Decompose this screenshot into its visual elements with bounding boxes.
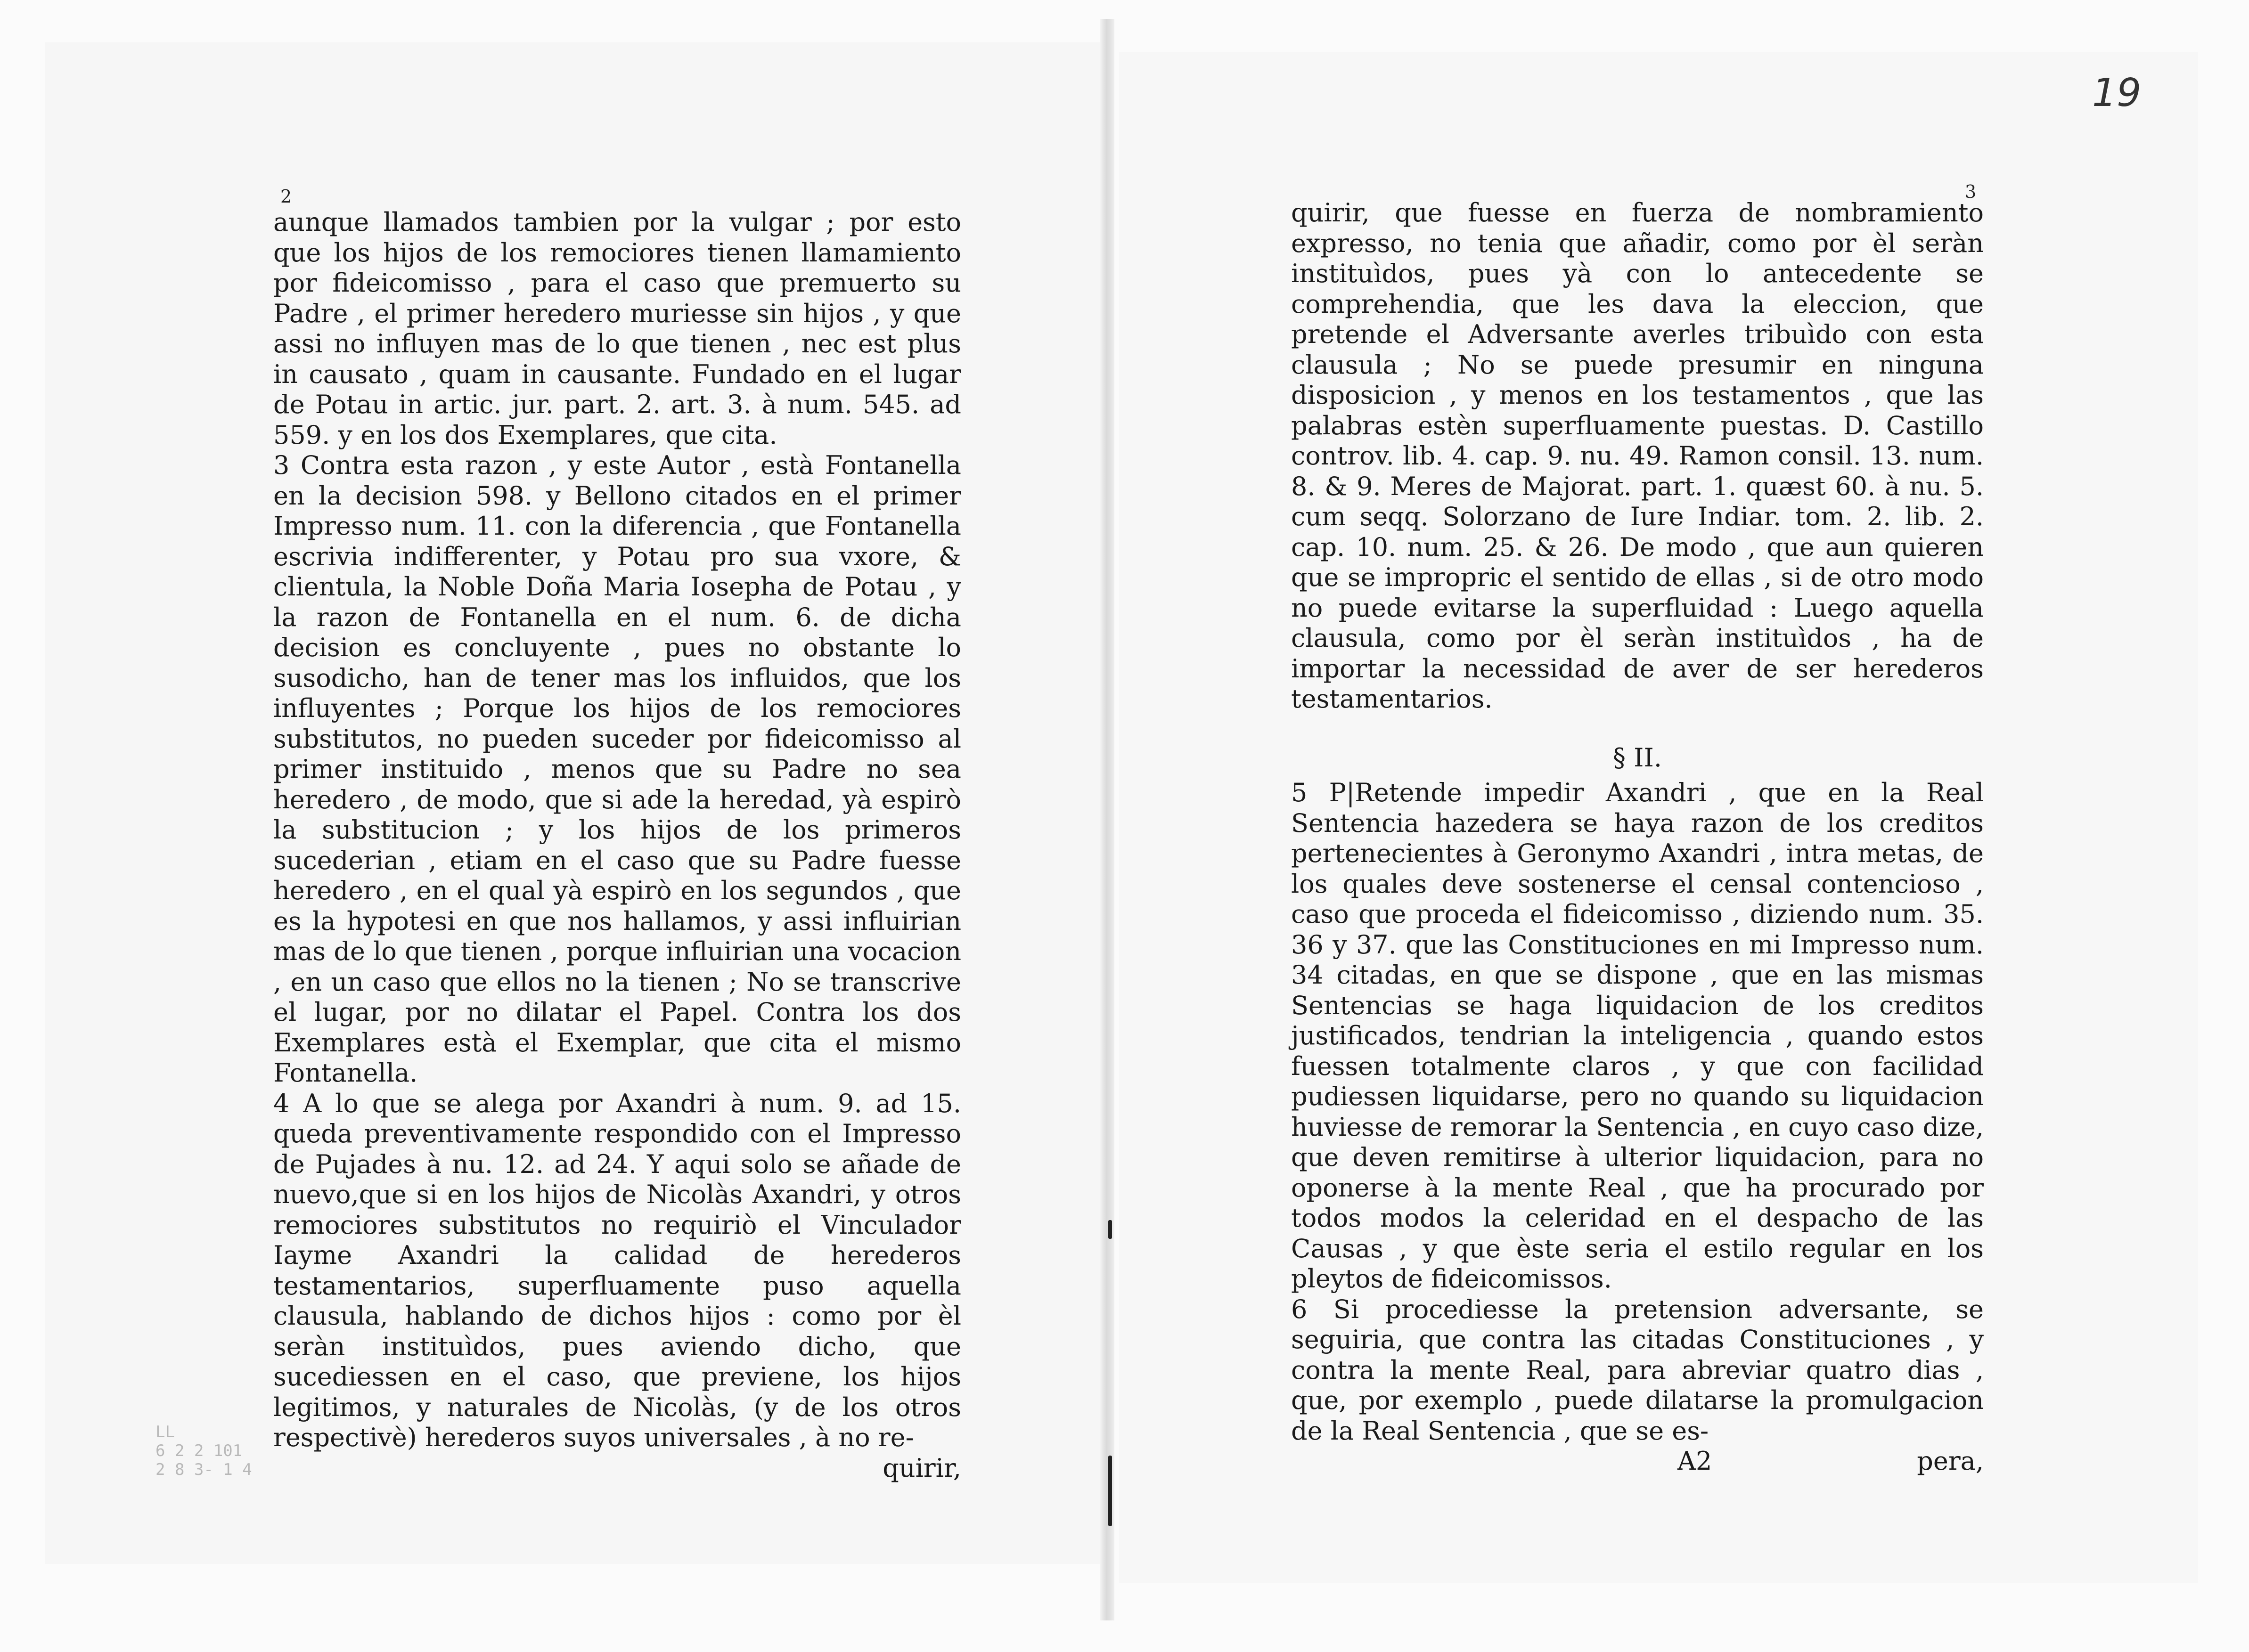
- left-catchword: quirir,: [883, 1453, 961, 1483]
- pencil-shelfmark: [155, 1423, 252, 1479]
- pencil-line: LL: [155, 1423, 175, 1441]
- right-catchword: pera,: [1917, 1446, 1984, 1476]
- left-paragraph: 4 A lo que se alega por Axandri à num. 9. ad 15. queda preventivamente respondido con el Impresso de Pujades à nu. 12. ad 24. Y aqui solo se añade de nuevo,que si en los hijos de Nicolàs Axandri, y otros remociores substitutos no requiriò el Vinculador Iayme Axandri la calidad de herederos testamentarios, superfluamente puso aquella clausula, hablando de dichos hijos : como por èl seràn instituìdos, pues aviendo dicho, que sucediessen en el caso, que previene, los hijos legitimos, y naturales de Nicolàs, (y de los otros respectivè) herederos suyos universales , à no re-: [273, 1088, 961, 1452]
- printer-signature: A2: [1677, 1446, 1712, 1476]
- pencil-line: 2 8 3- 1 4: [155, 1460, 252, 1479]
- left-paragraph: aunque llamados tambien por la vulgar ; por esto que los hijos de los remociores tienen llamamiento por fideicomisso , para el caso que premuerto su Padre , el primer heredero muriesse sin hijos , y que assi no influyen mas de lo que tienen , nec est plus in causato , quam in causante. Fundado en el lugar de Potau in artic. jur. part. 2. art. 3. à num. 545. ad 559. y en los dos Exemplares, que cita.: [273, 207, 961, 450]
- right-page-number: 3: [1965, 181, 1977, 202]
- book-gutter: [1100, 19, 1114, 1620]
- right-section-paragraph: 5 P|Retende impedir Axandri , que en la Real Sentencia hazedera se haya razon de los creditos pertenecientes à Geronymo Axandri , intra metas, de los quales deve sostenerse el censal contencioso , caso que proceda el fideicomisso , diziendo num. 35. 36 y 37. que las Constituciones en mi Impresso num. 34 citadas, en que se dispone , que en las mismas Sentencias se haga liquidacion de los creditos justificados, tendrian la inteligencia , quando estos fuessen totalmente claros , y que con facilidad pudiessen liquidarse, pero no quando su liquidacion huviesse de remorar la Sentencia , en cuyo caso dize, que deven remitirse à ulterior liquidacion, para no oponerse à la mente Real , que ha procurado por todos modos la celeridad en el despacho de las Causas , y que èste seria el estilo regular en los pleytos de fideicomissos.: [1291, 778, 1984, 1294]
- left-paragraph: 3 Contra esta razon , y este Autor , està Fontanella en la decision 598. y Bellono citados en el primer Impresso num. 11. con la diferencia , que Fontanella escrivia indifferenter, y Potau pro sua vxore, & clientula, la Noble Doña Maria Iosepha de Potau , y la razon de Fontanella en el num. 6. de dicha decision es concluyente , pues no obstante lo susodicho, han de tener mas los influidos, que los influyentes ; Porque los hijos de los remociores substitutos, no pueden suceder por fideicomisso al primer instituido , menos que su Padre no sea heredero , de modo, que si ade la heredad, yà espirò la substitucion ; y los hijos de los primeros sucederian , etiam en el caso que su Padre fuesse heredero , en el qual yà espirò en los segundos , que es la hypotesi en que nos hallamos, y assi influirian mas de lo que tienen , porque influirian una vocacion , en un caso que ellos no la tienen ; No se transcrive el lugar, por no dilatar el Papel. Contra los dos Exemplares està el Exemplar, que cita el mismo Fontanella.: [273, 450, 961, 1088]
- left-page-number: 2: [280, 186, 292, 207]
- right-text-column: [1291, 198, 1984, 1476]
- handwritten-folio-number: 19: [2092, 71, 2142, 115]
- gutter-shadow-mark: [1108, 1220, 1112, 1239]
- pencil-line: 6 2 2 101: [155, 1441, 243, 1460]
- right-paragraph: quirir, que fuesse en fuerza de nombramiento expresso, no tenia que añadir, como por èl seràn instituìdos, pues yà con lo antecedente se comprehendia, que les dava la eleccion, que pretende el Adversante averles tribuìdo con esta clausula ; No se puede presumir en ninguna disposicion , y menos en los testamentos , que las palabras estèn superfluamente puestas. D. Castillo controv. lib. 4. cap. 9. nu. 49. Ramon consil. 13. num. 8. & 9. Meres de Majorat. part. 1. quæst 60. à nu. 5. cum seqq. Solorzano de Iure Indiar. tom. 2. lib. 2. cap. 10. num. 25. & 26. De modo , que aun quieren que se impropric el sentido de ellas , si de otro modo no puede evitarse la superfluidad : Luego aquella clausula, como por èl seràn instituìdos , ha de importar la necessidad de aver de ser herederos testamentarios.: [1291, 198, 1984, 714]
- signature-line: [1291, 1446, 1984, 1476]
- left-text-column: [273, 207, 961, 1483]
- gutter-shadow-mark: [1108, 1456, 1112, 1526]
- right-section-paragraph: 6 Si procediesse la pretension adversante, se seguiria, que contra las citadas Constituciones , y contra la mente Real, para abreviar quatro dias , que, por exemplo , puede dilatarse la promulgacion de la Real Sentencia , que se es-: [1291, 1294, 1984, 1446]
- section-heading: § II.: [1613, 742, 1662, 773]
